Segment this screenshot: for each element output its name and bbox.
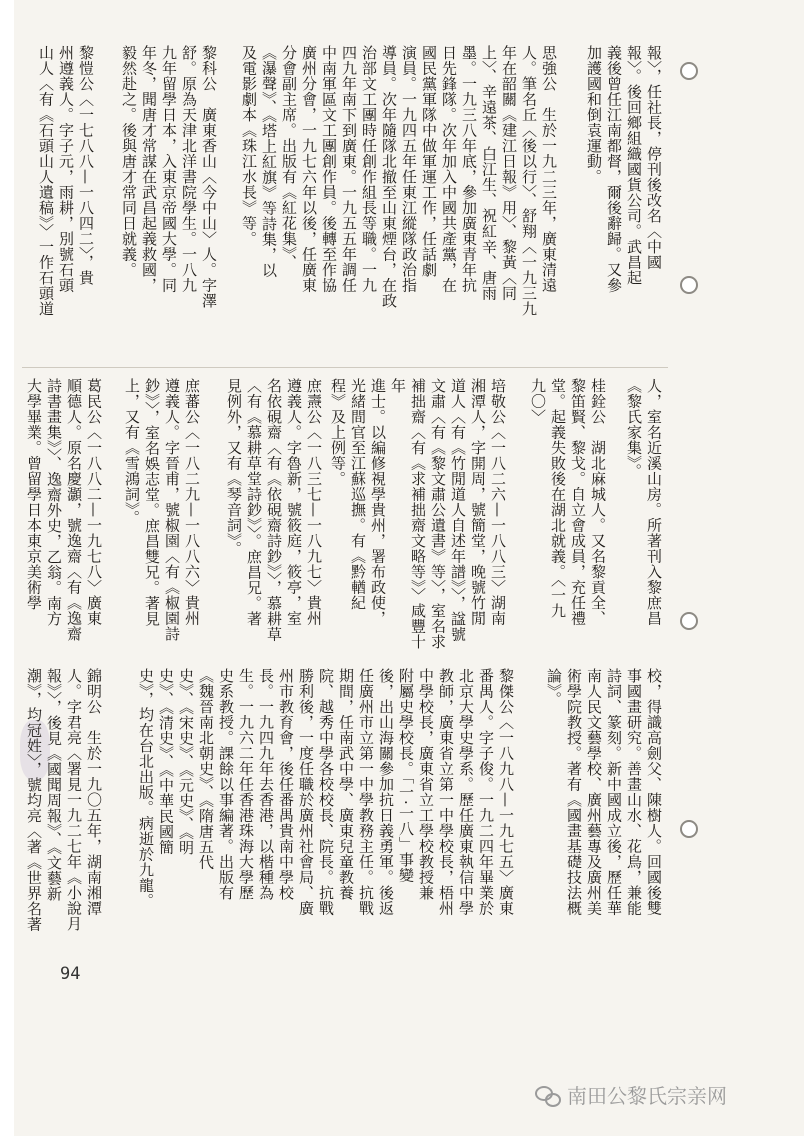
entry-ge-min: 葛民公〈一八八二—一九七八〉廣東 順德人。原名慶灝，號逸齋〈有《逸齋 詩書畫集》〉、逸齋外史，乙翁。南方 大學畢業。曾留學日本東京美術學 [25, 378, 103, 642]
punch-hole-icon [680, 820, 698, 838]
paper-edge [0, 0, 14, 1136]
entry-li-kai: 黎愷公〈一七八八—一八四二〉，貴 州遵義人。字子元，雨耕，別號石頭 山人〈有《石頭山人遺稿》〉一作石頭道 [37, 45, 95, 317]
wechat-icon [535, 1084, 561, 1106]
entry-li-ke: 黎科公 廣東香山〈今中山〉人。字澤 舒。原為天津北洋書院學生。一八九 九年留學日本，入東京帝國大學。同 年冬，聞唐才常謀在武昌起義救國， 毅然赴之。後與唐才常同日就義。 [120, 45, 218, 309]
page-number: 94 [60, 964, 81, 984]
watermark-text: 南田公黎氏宗亲网 [567, 1084, 727, 1108]
punch-hole-icon [680, 612, 698, 630]
punch-hole-icon [680, 62, 698, 80]
punch-hole-icon [680, 276, 698, 294]
entry-shu-fan: 庶蕃公〈一八二九—一八八六〉貴州 遵義人。字晉甫，號椒園〈有《椒園詩 鈔》〉，室名娛志堂。庶昌雙兄。著見 上，又有《雪鴻詞》。 [123, 378, 201, 642]
entry-li-jie: 黎傑公〈一八九八—一九七五〉廣東 番禺人。字子俊。一九二四年畢業於 北京大學史學系。歷任廣東執信中學 教師，廣東省立第一中學校長，梧州 中學校長，廣東省立工學校教授兼 附屬史學校長。「一·一八」事變 後，出山海關參加抗日義勇軍。後返 任廣州市立第一中學教務主任。抗戰 期間，任南武中學、廣東兒童教養 院、越秀中學各校校長、院長。抗戰 勝利後，一度任職於廣州社會局、廣 州市教育會，後任番禺貴南中學校 長。一九四九年去香港，以楷種為 生。一九六二年任香港珠海大學歷 史系教授。課餘以事編著。出版有 《魏晉南北朝史》、《隋唐五代 史》、《宋史》、《元史》、《明 史》、《清史》、《中華民國簡 史》，均在台北出版。病逝於九龍。 [137, 668, 515, 916]
entry-si-qiang: 思強公 生於一九二三年，廣東清遠 人。筆名丘〈後以行〉、舒翔〈一九三九 年在韶關《建江日報》用〉、黎黃〈同 上〉、辛遠茶、白江生、祝紅辛、唐雨 墨。一九三八年底，參加廣東青年抗 日先鋒隊。次年加入中國共產黨，在 國民黨軍隊中做軍運工作，任話劇 演員。一九四五年任東江縱隊政治指 導員。次年隨隊北撤至山東煙台，在政 治部文工團時任創作組長等職。一九 四九年南下到廣東。一九五五年調任 中南軍區文工團創作員。後轉至作協 廣州分會，一九七六年以後，任廣東 分會副主席。出版有《紅花集》、 《瀑聲》、《塔上紅旗》等詩集，以 及電影劇本《珠江水長》等。 [240, 45, 558, 317]
entry-shu-tao: 庶燾公〈一八三七—一八九七〉貴州 遵義人。字魯新，號筱庭，筱亭，室 名依硯齋〈有《依硯齋詩鈔》〉，慕耕草 〈有《慕耕草堂詩鈔》〉。庶昌兄。著 見例外，又有《琴音詞》。 [225, 378, 323, 642]
entry-continuation-bottom: 校，得識高劍父、陳樹人。回國後雙 事國畫研究。善畫山水、花鳥，兼能 詩詞、篆刻。新中國成立後，歷任華 南人民文藝學校、廣州藝專及廣州美 術學院教授。著有《國畫基礎技法概 論》。 [545, 668, 663, 916]
entry-pei-jing: 培敬公〈一八二六—一八八三〉湖南 湘潭人，字開周，號簡堂，晚號竹閒 道人〈有《竹閒道人自述年譜》〉，諡號 文肅〈有《黎文肅公遺書》等〉，室名求 補拙齋〈有《求補拙齋文略等》〉咸豐十年 進士。以編修視學貴州，署布政使， 光緒間官至江蘇巡撫。有《黔輶紀 程》及上例等。 [329, 378, 507, 650]
row-divider [22, 367, 668, 368]
entry-continuation-middle: 人，室名近溪山房。所著刊入黎庶昌 《黎氏家集》。 [625, 378, 663, 626]
watermark [535, 1080, 727, 1109]
entry-gui-quan: 桂銓公 湖北麻城人。又名黎貢全、 黎笛賢、黎戈。自立會成員，充任禮 堂。起義失敗後在湖北就義。〈一九 九〇〉 [529, 378, 607, 626]
entry-jin-ming: 錦明公 生於一九〇五年，湖南湘潭 人。字君亮〈署見一九二七年《小說月 報》〉，後見《國聞周報》、《文藝新 潮》，均冠姓〉，號均亮〈著《世界名著 [25, 668, 103, 932]
entry-continuation-top: 報〉，任社長，停刊後改名〈中國 報〉。後回鄉組織國貨公司。武昌起 義後曾任江南都督，爾後辭歸。又參 加護國和倒袁運動。 [585, 45, 663, 293]
